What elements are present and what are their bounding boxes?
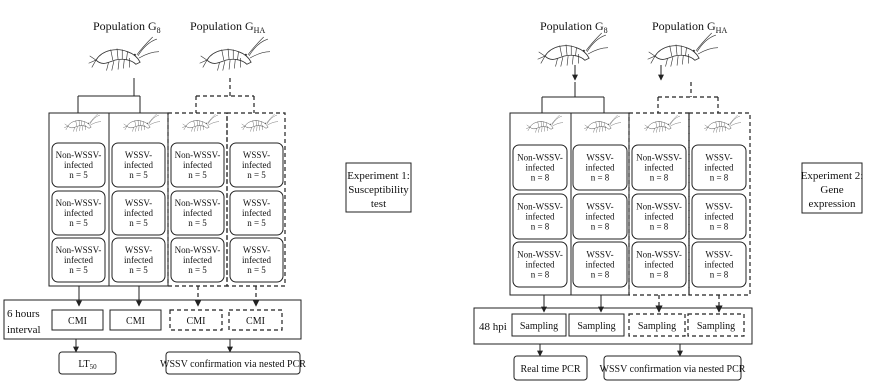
tank-cell-label: Non-WSSV- — [174, 245, 221, 256]
tank-cell-label: n = 8 — [649, 221, 669, 232]
tank-cell-label: n = 5 — [129, 218, 148, 229]
tank-cell-label: infected — [704, 162, 734, 173]
tank-cell-label: infected — [585, 259, 615, 270]
shrimp-icon — [704, 115, 741, 133]
tank-cell-label: infected — [124, 255, 153, 266]
tank-cell-label: infected — [242, 160, 271, 171]
interval-label: 6 hours — [7, 308, 40, 320]
tank-cell-label: Non-WSSV- — [174, 198, 221, 209]
experiment-1-title: test — [370, 198, 387, 210]
tank-cell-label: Non-WSSV- — [174, 150, 221, 161]
tank-cell-label: n = 5 — [247, 170, 266, 181]
tank-cell-label: infected — [183, 160, 212, 171]
tank-cell-label: WSSV- — [586, 152, 614, 163]
cmi-label: CMI — [186, 316, 206, 327]
lt50-label: $LT_{50}$ — [78, 359, 97, 371]
tank-cell-label: n = 8 — [590, 172, 610, 183]
population-gha-label: Population $G_{HA}$ — [652, 19, 728, 35]
shrimp-icon — [241, 114, 278, 132]
experiment-2-diagram — [474, 19, 863, 380]
tank-cell-label: infected — [183, 255, 212, 266]
cmi-label: CMI — [126, 316, 145, 327]
shrimp-icon — [584, 115, 621, 133]
tank-cell-label: Non-WSSV- — [517, 201, 563, 212]
tank-cell-label: n = 8 — [530, 269, 550, 280]
tank-cell-label: WSSV- — [124, 198, 153, 209]
tank-cell-label: infected — [183, 208, 212, 219]
shrimp-icon — [648, 33, 718, 67]
tank-cell-label: n = 8 — [590, 221, 610, 232]
tank-cell-label: infected — [525, 162, 555, 173]
tank-cell-label: infected — [64, 255, 93, 266]
tank-cell-label: n = 5 — [69, 170, 88, 181]
tank-cell-label: WSSV- — [124, 245, 153, 256]
population-gha-label: Population $G_{HA}$ — [190, 19, 266, 35]
tank-cell-label: n = 5 — [129, 170, 148, 181]
tank-cell-label: Non-WSSV- — [517, 249, 563, 260]
split-connector-dashed — [196, 78, 254, 113]
tank-cell-label: infected — [644, 211, 674, 222]
tank-cell-label: n = 8 — [590, 269, 610, 280]
shrimp-icon — [64, 114, 101, 132]
tank-cell-label: n = 5 — [247, 265, 266, 276]
experiment-2-title: Gene — [820, 184, 844, 196]
tank-cell-label: n = 8 — [709, 172, 729, 183]
shrimp-icon — [89, 37, 159, 71]
sampling-label: Sampling — [519, 321, 559, 332]
experiment-1-title: Experiment 1: — [347, 170, 410, 182]
tank-cell-label: Non-WSSV- — [636, 152, 682, 163]
shrimp-icon — [182, 114, 219, 132]
tank-cell-label: Non-WSSV- — [55, 150, 102, 161]
tank-cell-label: infected — [64, 208, 93, 219]
tank-cell-label: WSSV- — [586, 249, 614, 260]
tank-cell-label: n = 8 — [649, 269, 669, 280]
tank-cell-label: n = 5 — [69, 218, 88, 229]
tank-cell-label: n = 8 — [530, 172, 550, 183]
split-connector — [542, 82, 604, 113]
tank-cell-label: WSSV- — [705, 152, 733, 163]
shrimp-icon — [644, 115, 681, 133]
tank-cell-label: WSSV- — [705, 201, 733, 212]
experiment-2-title: Experiment 2: — [800, 170, 864, 182]
tank-cell-label: n = 8 — [709, 269, 729, 280]
population-g8-label: Population $G_8$ — [93, 19, 161, 35]
tank-cell-label: Non-WSSV- — [55, 245, 102, 256]
tank-cell-label: n = 5 — [188, 170, 207, 181]
tank-cell-label: infected — [525, 211, 555, 222]
experiment-1-title: Susceptibility — [348, 184, 409, 196]
tank-cell-label: WSSV- — [242, 198, 271, 209]
tank-cell-label: n = 5 — [69, 265, 88, 276]
nested-pcr-label: WSSV confirmation via nested PCR — [599, 364, 746, 375]
tank-cell-label: infected — [704, 259, 734, 270]
population-g8-label: Population $G_8$ — [540, 19, 608, 35]
tank-cell-label: infected — [585, 162, 615, 173]
tank-cell-label: infected — [124, 208, 153, 219]
tank-cell-label: n = 8 — [709, 221, 729, 232]
tank-cell-label: WSSV- — [705, 249, 733, 260]
tank-cell-label: infected — [525, 259, 555, 270]
tank-cell-label: Non-WSSV- — [517, 152, 563, 163]
experiment-2-title: expression — [808, 198, 856, 210]
tank-cell-label: n = 8 — [649, 172, 669, 183]
tank-cell-label: infected — [64, 160, 93, 171]
tank-cell-label: n = 5 — [129, 265, 148, 276]
sampling-label: Sampling — [637, 321, 677, 332]
shrimp-icon — [123, 114, 160, 132]
tank-cell-label: n = 5 — [188, 218, 207, 229]
tank-cell-label: Non-WSSV- — [636, 201, 682, 212]
sampling-label: Sampling — [577, 321, 616, 332]
shrimp-icon — [200, 37, 270, 71]
nested-pcr-label: WSSV confirmation via nested PCR — [160, 359, 306, 370]
tank-cell-label: infected — [644, 162, 674, 173]
tank-cell-label: WSSV- — [242, 245, 271, 256]
tank-cell-label: Non-WSSV- — [636, 249, 682, 260]
cmi-label: CMI — [68, 316, 87, 327]
sampling-label: Sampling — [696, 321, 736, 332]
real-time-pcr-label: Real time PCR — [520, 364, 581, 375]
split-connector — [78, 78, 140, 113]
interval-label: interval — [7, 324, 41, 336]
shrimp-icon — [526, 115, 563, 133]
interval-label: 48 hpi — [479, 321, 507, 333]
tank-cell-label: n = 5 — [247, 218, 266, 229]
cmi-label: CMI — [246, 316, 265, 327]
tank-cell-label: infected — [585, 211, 615, 222]
tank-cell-label: n = 5 — [188, 265, 207, 276]
split-connector-dashed — [658, 82, 718, 113]
shrimp-icon — [538, 33, 608, 67]
tank-cell-label: WSSV- — [586, 201, 614, 212]
tank-cell-label: infected — [242, 208, 271, 219]
tank-cell-label: infected — [124, 160, 153, 171]
tank-cell-label: infected — [644, 259, 674, 270]
tank-cell-label: infected — [704, 211, 734, 222]
tank-cell-label: WSSV- — [124, 150, 153, 161]
tank-cell-label: Non-WSSV- — [55, 198, 102, 209]
tank-cell-label: WSSV- — [242, 150, 271, 161]
experiment-1-diagram — [4, 19, 411, 374]
tank-cell-label: infected — [242, 255, 271, 266]
tank-cell-label: n = 8 — [530, 221, 550, 232]
